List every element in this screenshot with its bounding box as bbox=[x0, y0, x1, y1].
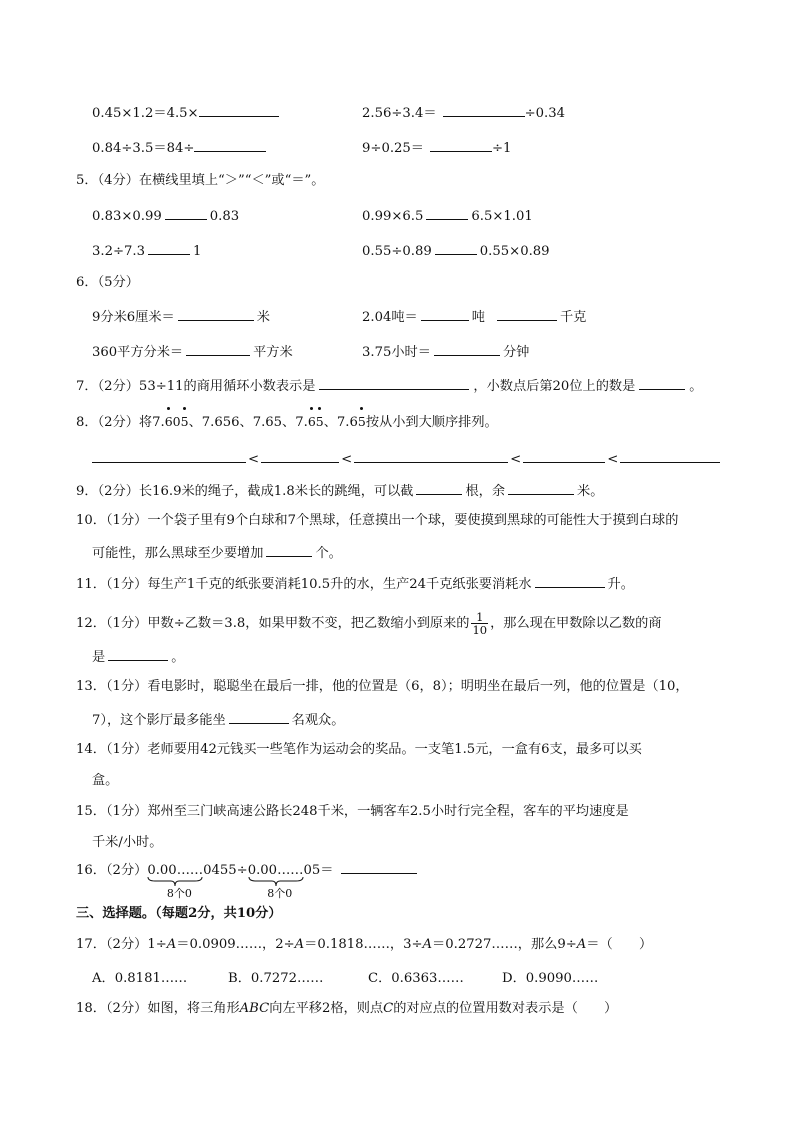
q4-row2-left: 0.84÷3.5＝84÷ bbox=[92, 138, 266, 158]
q5-row2-left: 3.2÷7.3 1 bbox=[92, 241, 201, 261]
q4-row1-left: 0.45×1.2＝4.5× bbox=[92, 103, 279, 123]
q4-row1-right: 2.56÷3.4＝ ÷0.34 bbox=[362, 103, 565, 123]
answer-blank[interactable] bbox=[435, 241, 477, 255]
answer-blank[interactable] bbox=[165, 206, 207, 220]
q16: 16．（2分）0.00……0 8个0 455÷0.00……0 8个0 5＝ bbox=[76, 860, 417, 880]
answer-blank[interactable] bbox=[620, 449, 720, 463]
answer-blank[interactable] bbox=[421, 307, 469, 321]
answer-blank[interactable] bbox=[341, 860, 417, 874]
underbraced-number: 0.00……0 8个0 bbox=[247, 863, 312, 900]
q15-line1: 15．（1分）郑州至三门峡高速公路长248千米，一辆客车2.5小时行完全程，客车的平均速度是 bbox=[76, 804, 629, 819]
q12-line1: 12．（1分）甲数÷乙数＝3.8，如果甲数不变，把乙数缩小到原来的 $\frac{1}{10}$ ，那么现在甲数除以乙数的商 bbox=[76, 610, 662, 637]
q8-ordering: < < < < bbox=[92, 449, 720, 469]
q17-option-c[interactable]: C．0.6363…… bbox=[368, 971, 464, 986]
q5-row1-right: 0.99×6.5 6.5×1.01 bbox=[362, 206, 533, 226]
answer-blank[interactable] bbox=[92, 449, 246, 463]
q5-row1-left: 0.83×0.99 0.83 bbox=[92, 206, 239, 226]
answer-blank[interactable] bbox=[416, 481, 462, 495]
q5-title: 5．（4分）在横线里填上“＞”“＜”或“＝”。 bbox=[76, 173, 325, 188]
q17-option-a[interactable]: A．0.8181…… bbox=[92, 971, 188, 986]
section-title: 三、选择题。（每题2分，共10分） bbox=[76, 906, 282, 921]
q8: 8．（2分）将7. 60 5、7.656、7.65、7. 6 5、7.6 5按从小到大顺序排列。 bbox=[76, 413, 498, 432]
q10-line1: 10．（1分）一个袋子里有9个白球和7个黑球，任意摸出一个球，要使摸到黑球的可能性大于摸到白球的 bbox=[76, 513, 679, 528]
q14-line2: 盒。 bbox=[92, 773, 119, 788]
answer-blank[interactable] bbox=[434, 342, 500, 356]
repeating-digit: 5 bbox=[358, 413, 366, 431]
answer-blank[interactable] bbox=[148, 241, 190, 255]
q6-row1-left: 9分米6厘米＝ 米 bbox=[92, 307, 270, 327]
q12-line2: 是 。 bbox=[92, 647, 184, 667]
repeating-digit: 5 bbox=[316, 413, 324, 431]
answer-blank[interactable] bbox=[186, 342, 250, 356]
answer-blank[interactable] bbox=[261, 449, 339, 463]
repeating-digit: 6 bbox=[308, 413, 316, 431]
q11: 11．（1分）每生产1千克的纸张要消耗10.5升的水，生产24千克纸张要消耗水 升。 bbox=[76, 574, 634, 594]
q15-line2: 千米/小时。 bbox=[92, 835, 163, 850]
underbraced-number: 0.00……0 8个0 bbox=[147, 863, 212, 900]
repeating-digit: 5 bbox=[181, 413, 189, 431]
q6-row2-left: 360平方分米＝ 平方米 bbox=[92, 342, 293, 362]
answer-blank[interactable] bbox=[178, 307, 254, 321]
q17: 17．（2分）1÷A＝0.0909……，2÷A＝0.1818……，3÷A＝0.2727……，那么9÷A＝（ ） bbox=[76, 937, 653, 952]
answer-blank[interactable] bbox=[319, 376, 469, 390]
answer-blank[interactable] bbox=[443, 103, 525, 117]
answer-blank[interactable] bbox=[266, 543, 312, 557]
q6-row1-right: 2.04吨＝ 吨 千克 bbox=[362, 307, 586, 327]
answer-blank[interactable] bbox=[508, 481, 574, 495]
answer-blank[interactable] bbox=[194, 138, 266, 152]
q10-line2: 可能性，那么黑球至少要增加 个。 bbox=[92, 543, 342, 563]
answer-blank[interactable] bbox=[497, 307, 557, 321]
answer-blank[interactable] bbox=[523, 449, 605, 463]
repeating-digit: 6 bbox=[165, 413, 173, 431]
q13-line2: 7），这个影厅最多能坐 名观众。 bbox=[92, 710, 344, 730]
q4-row2-right: 9÷0.25＝ ÷1 bbox=[362, 138, 511, 158]
q5-row2-right: 0.55÷0.89 0.55×0.89 bbox=[362, 241, 550, 261]
q9: 9．（2分）长16.9米的绳子，截成1.8米长的跳绳，可以截 根，余 米。 bbox=[76, 481, 603, 501]
answer-blank[interactable] bbox=[426, 206, 468, 220]
q17-option-d[interactable]: D．0.9090…… bbox=[502, 971, 599, 986]
answer-blank[interactable] bbox=[354, 449, 508, 463]
answer-blank[interactable] bbox=[639, 376, 685, 390]
q18: 18．（2分）如图，将三角形ABC向左平移2格，则点C的对应点的位置用数对表示是（ ） bbox=[76, 1001, 618, 1016]
q7: 7．（2分）53÷11的商用循环小数表示是 ，小数点后第20位上的数是 。 bbox=[76, 376, 702, 396]
answer-blank[interactable] bbox=[430, 138, 492, 152]
answer-blank[interactable] bbox=[229, 710, 289, 724]
q14-line1: 14．（1分）老师要用42元钱买一些笔作为运动会的奖品。一支笔1.5元，一盒有6支，最多可以买 bbox=[76, 742, 642, 757]
fraction: $\frac{1}{10}$ bbox=[472, 610, 488, 637]
answer-blank[interactable] bbox=[108, 647, 168, 661]
answer-blank[interactable] bbox=[199, 103, 279, 117]
q13-line1: 13．（1分）看电影时，聪聪坐在最后一排，他的位置是（6，8）；明明坐在最后一列，他的位置是（10， bbox=[76, 679, 689, 694]
q6-row2-right: 3.75小时＝ 分钟 bbox=[362, 342, 529, 362]
q6-title: 6．（5分） bbox=[76, 275, 139, 290]
q17-option-b[interactable]: B．0.7272…… bbox=[228, 971, 324, 986]
repeating-digit: 0 bbox=[172, 414, 181, 429]
answer-blank[interactable] bbox=[535, 574, 605, 588]
